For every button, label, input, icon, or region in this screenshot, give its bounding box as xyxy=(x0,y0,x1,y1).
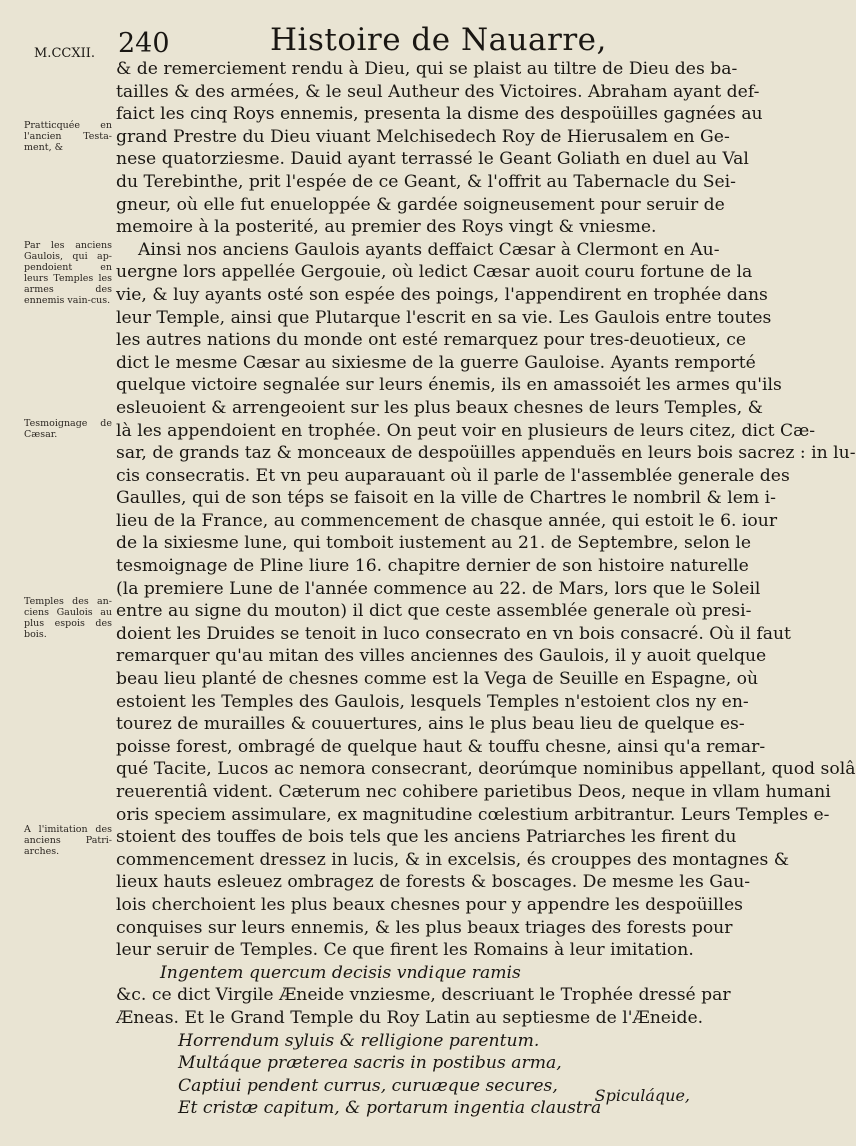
text-line: stoient des touffes de bois tels que les anciens Patriarches les firent du xyxy=(116,827,737,848)
text-line: grand Prestre du Dieu viuant Melchisedech Roy de Hierusalem en Ge- xyxy=(116,126,730,147)
verse-line: Captiui pendent currus, curuæque secures, xyxy=(178,1075,558,1096)
text-line: dict le mesme Cæsar au sixiesme de la guerre Gauloise. Ayants remporté xyxy=(116,352,756,373)
margin-note: Temples des an-ciens Gaulois au plus espois des bois. xyxy=(24,596,112,640)
text-line: de la sixiesme lune, qui tomboit iustement au 21. de Septembre, selon le xyxy=(116,533,752,554)
text-line: remarquer qu'au mitan des villes anciennes des Gaulois, il y auoit quelque xyxy=(116,646,767,667)
text-line: tesmoignage de Pline liure 16. chapitre dernier de son histoire naturelle xyxy=(116,556,749,577)
margin-note: Pratticquée en l'ancien Testa-ment, & xyxy=(24,120,112,153)
text-line: quelque victoire segnalée sur leurs énemis, ils en amassoiét les armes qu'ils xyxy=(116,375,782,396)
text-line: estoient les Temples des Gaulois, lesquels Temples n'estoient clos ny en- xyxy=(116,691,749,712)
text-line: doient les Druides se tenoit in luco consecrato en vn bois consacré. Où il faut xyxy=(116,623,791,644)
text-line: entre au signe du mouton) il dict que ceste assemblée generale où presi- xyxy=(116,601,752,622)
verse-line: Et cristæ capitum, & portarum ingentia claustra xyxy=(178,1098,602,1119)
text-line: uergne lors appellée Gergouie, où ledict Cæsar auoit couru fortune de la xyxy=(116,262,753,283)
text-line: nese quatorziesme. Dauid ayant terrassé le Geant Goliath en duel au Val xyxy=(116,149,749,170)
margin-note: Par les anciens Gaulois, qui ap-pendoient en leurs Temples les armes des ennemis vain-cus. xyxy=(24,240,112,306)
running-header xyxy=(0,14,700,62)
text-line: là les appendoient en trophée. On peut voir en plusieurs de leurs citez, dict Cæ- xyxy=(116,420,816,441)
text-line: esleuoient & arrengeoient sur les plus beaux chesnes de leurs Temples, & xyxy=(116,397,763,418)
text-line: &c. ce dict Virgile Æneide vnziesme, descriuant le Trophée dressé par xyxy=(116,985,731,1006)
text-line: faict les cinq Roys ennemis, presenta la disme des despoüilles gagnées au xyxy=(116,104,763,125)
text-line: vie, & luy ayants osté son espée des poings, l'appendirent en trophée dans xyxy=(116,284,768,305)
catchword: Spiculáque, xyxy=(594,1086,690,1105)
verse-line: Multáque præterea sacris in postibus arma, xyxy=(178,1053,562,1074)
text-line: memoire à la posterité, au premier des Roys vingt & vniesme. xyxy=(116,217,657,238)
verse-line: Horrendum syluis & relligione parentum. xyxy=(178,1030,540,1051)
text-line: tourez de murailles & couuertures, ains le plus beau lieu de quelque es- xyxy=(116,714,745,735)
text-line: Gaulles, qui de son téps se faisoit en la ville de Chartres le nombril & lem i- xyxy=(116,488,776,509)
text-line: beau lieu planté de chesnes comme est la Vega de Seuille en Espagne, où xyxy=(116,669,759,690)
text-line: Ainsi nos anciens Gaulois ayants deffaict Cæsar à Clermont en Au- xyxy=(138,239,720,260)
margin-note: Tesmoignage de Cæsar. xyxy=(24,418,112,440)
text-line: lieu de la France, au commencement de chasque année, qui estoit le 6. iour xyxy=(116,510,778,531)
running-title: Histoire de Nauarre, xyxy=(270,22,607,58)
text-line: commencement dressez in lucis, & in excelsis, és crouppes des montagnes & xyxy=(116,849,790,870)
text-line: du Terebinthe, prit l'espée de ce Geant, & l'offrit au Tabernacle du Sei- xyxy=(116,171,736,192)
text-line: cis consecratis. Et vn peu auparauant où il parle de l'assemblée generale des xyxy=(116,465,790,486)
text-line: gneur, où elle fut enueloppée & gardée soigneusement pour seruir de xyxy=(116,194,725,215)
text-line: oris speciem assimulare, ex magnitudine cœlestium arbitrantur. Leurs Temples e- xyxy=(116,804,830,825)
text-line: lieux hauts esleuez ombragez de forests & boscages. De mesme les Gau- xyxy=(116,872,751,893)
text-line: reuerentiâ vident. Cæterum nec cohibere parietibus Deos, neque in vllam humani xyxy=(116,782,831,802)
text-line: (la premiere Lune de l'année commence au 22. de Mars, lors que le Soleil xyxy=(116,578,761,599)
text-line: poisse forest, ombragé de quelque haut & touffu chesne, ainsi qu'a remar- xyxy=(116,736,766,757)
margin-note: A l'imitation des anciens Patri-arches. xyxy=(24,824,112,857)
text-line: conquises sur leurs ennemis, & les plus beaux triages des forests pour xyxy=(116,917,733,938)
verse-line: Ingentem quercum decisis vndique ramis xyxy=(160,962,521,983)
margin-year: M.CCXII. xyxy=(34,46,95,61)
text-line: Æneas. Et le Grand Temple du Roy Latin au septiesme de l'Æneide. xyxy=(116,1007,704,1028)
text-line: tailles & des armées, & le seul Autheur des Victoires. Abraham ayant def- xyxy=(116,81,760,102)
page-number: 240 xyxy=(118,28,170,59)
text-line: & de remerciement rendu à Dieu, qui se plaist au tiltre de Dieu des ba- xyxy=(116,59,738,79)
body-text xyxy=(116,58,856,1120)
text-line: lois cherchoient les plus beaux chesnes pour y appendre les despoüilles xyxy=(116,894,743,915)
text-line: leur seruir de Temples. Ce que firent les Romains à leur imitation. xyxy=(116,940,694,961)
text-line: sar, de grands taz & monceaux de despoüilles appenduës en leurs bois sacrez : in lu- xyxy=(116,443,856,464)
text-line: leur Temple, ainsi que Plutarque l'escrit en sa vie. Les Gaulois entre toutes xyxy=(116,307,772,328)
text-line: les autres nations du monde ont esté remarquez pour tres-deuotieux, ce xyxy=(116,330,747,351)
text-line: qué Tacite, Lucos ac nemora consecrant, deorúmque nominibus appellant, quod solâ xyxy=(116,759,856,780)
